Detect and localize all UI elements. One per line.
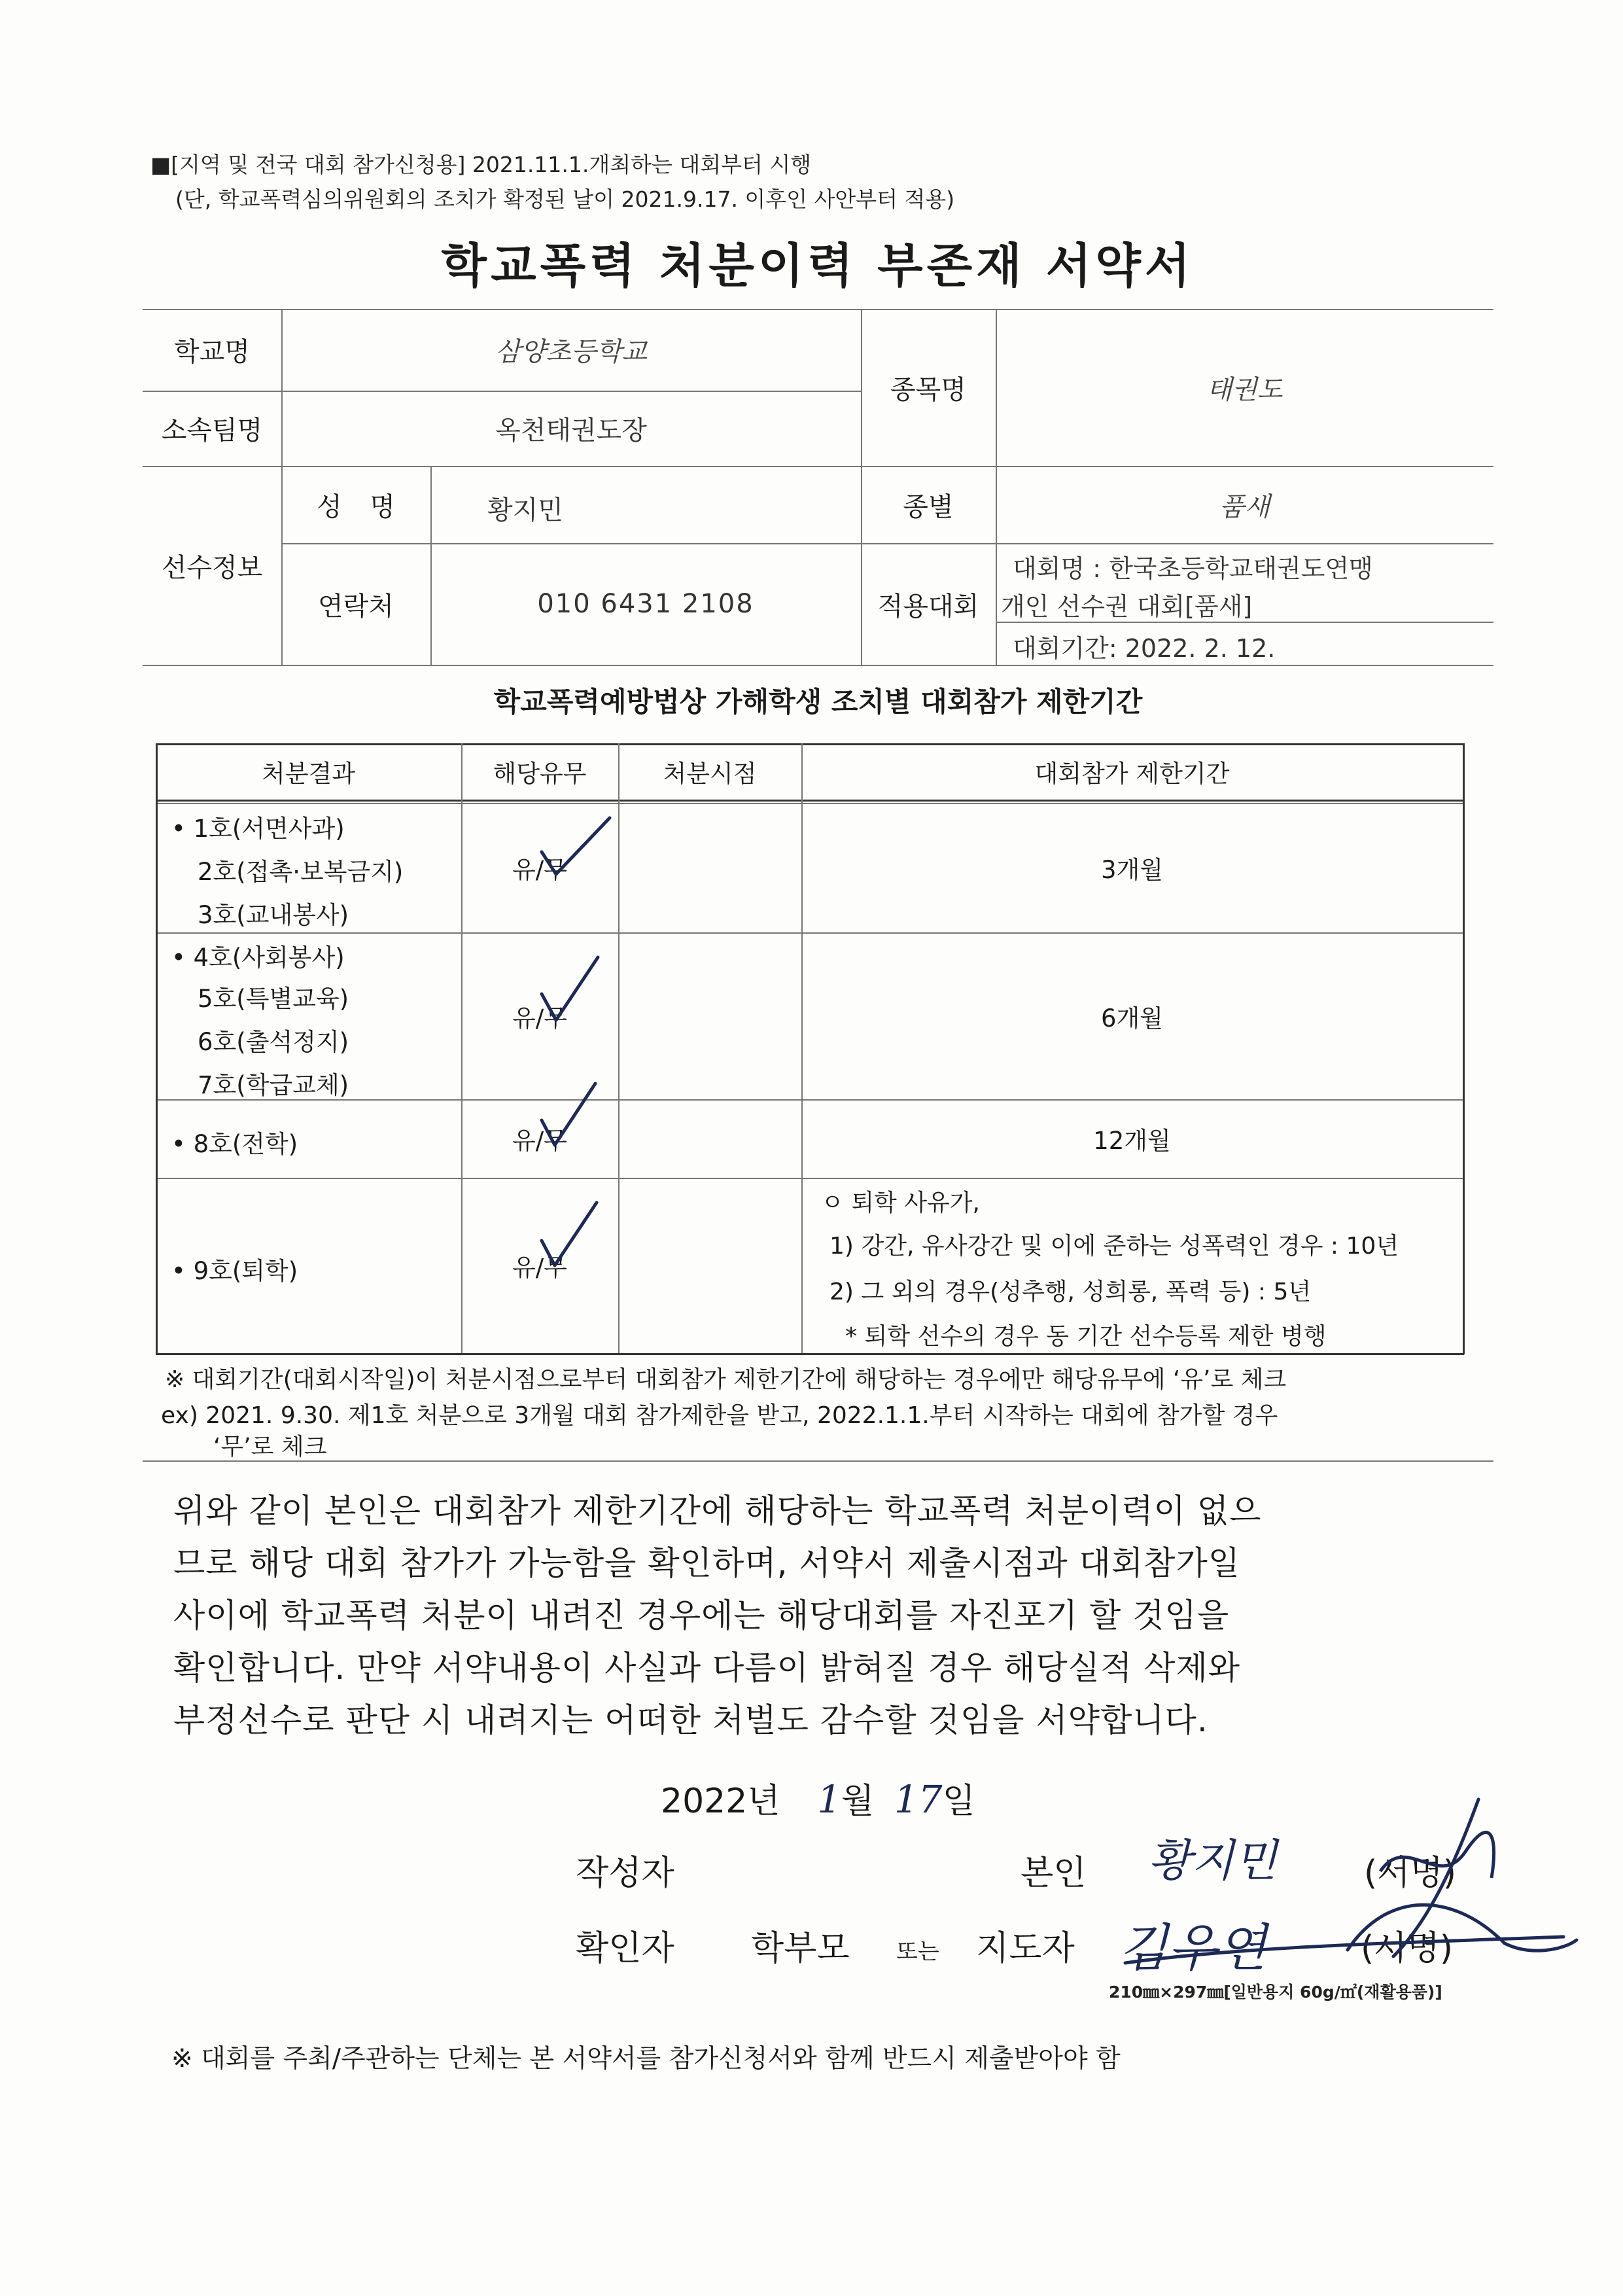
col-header-applicable: 해당유무 xyxy=(493,760,587,788)
writer-label: 작성자 xyxy=(576,1854,674,1893)
col-header-limit: 대회참가 제한기간 xyxy=(1034,760,1230,788)
coach-label: 지도자 xyxy=(976,1929,1075,1968)
notice-line-1: ■[지역 및 전국 대회 참가신청용] 2021.11.1.개최하는 대회부터 시행 xyxy=(150,152,812,177)
date-month: 1 xyxy=(817,1777,842,1822)
check-mark-row-3 xyxy=(538,1080,603,1152)
self-sign-mark: (서명) xyxy=(1364,1854,1457,1893)
result-6: 6호(출석정지) xyxy=(198,1028,349,1056)
check-mark-row-1 xyxy=(536,811,615,883)
competition-period: 대회기간: 2022. 2. 12. xyxy=(1013,634,1276,663)
date-day: 17 xyxy=(894,1777,943,1822)
competition-name-line2: 개인 선수권 대회[품새] xyxy=(1001,592,1253,621)
check-mark-row-4 xyxy=(538,1197,603,1273)
date-line xyxy=(661,1773,975,1822)
applicable-row-3: 유/무 xyxy=(512,1127,567,1155)
type-value: 품새 xyxy=(1219,491,1270,522)
date-year: 2022 xyxy=(661,1782,748,1821)
result-8: • 8호(전학) xyxy=(171,1130,298,1158)
or-label: 또는 xyxy=(896,1939,939,1965)
col-header-time: 처분시점 xyxy=(663,760,757,788)
result-2: 2호(접촉·보복금지) xyxy=(198,858,404,886)
pledge-line-1: 위와 같이 본인은 대회참가 제한기간에 해당하는 학교폭력 처분이력이 없으 xyxy=(173,1492,1262,1530)
self-handwritten-signature: 황지민 xyxy=(1148,1835,1278,1887)
team-value: 옥천태권도장 xyxy=(495,415,647,446)
limit-row-4-line2: 1) 강간, 유사강간 및 이에 준하는 성폭력인 경우 : 10년 xyxy=(829,1233,1399,1260)
contact-value: 010 6431 2108 xyxy=(537,589,754,619)
competition-label: 적용대회 xyxy=(877,591,979,622)
competition-name-line1: 대회명 : 한국초등학교태권도연맹 xyxy=(1013,554,1373,583)
result-7: 7호(학급교체) xyxy=(198,1071,349,1099)
confirmer-label: 확인자 xyxy=(576,1929,674,1968)
notice-line-2: (단, 학교폭력심의위원회의 조치가 확정된 날이 2021.9.17. 이후인 사안부터 적용) xyxy=(175,186,955,212)
limit-row-2: 6개월 xyxy=(1100,1004,1164,1033)
pledge-line-5: 부정선수로 판단 시 내려지는 어떠한 처벌도 감수할 것임을 서약합니다. xyxy=(173,1701,1208,1739)
note-1: ※ 대회기간(대회시작일)이 처분시점으로부터 대회참가 제한기간에 해당하는 경우에만 해당유무에 ‘유’로 체크 xyxy=(165,1366,1287,1393)
team-label: 소속팀명 xyxy=(161,415,263,446)
result-1: • 1호(서면사과) xyxy=(171,815,345,843)
limit-row-4-line1: ㅇ 퇴학 사유가, xyxy=(821,1190,980,1216)
player-info-label: 선수정보 xyxy=(161,552,263,583)
self-label: 본인 xyxy=(1021,1854,1087,1893)
pledge-line-4: 확인합니다. 만약 서약내용이 사실과 다름이 밝혀질 경우 해당실적 삭제와 xyxy=(173,1649,1241,1687)
note-2: ex) 2021. 9.30. 제1호 처분으로 3개월 대회 참가제한을 받고, 2022.1.1.부터 시작하는 대회에 참가할 경우 xyxy=(161,1402,1278,1429)
limit-row-1: 3개월 xyxy=(1100,856,1164,884)
event-label: 종목명 xyxy=(890,374,966,405)
coach-signature-scribble xyxy=(1112,1793,1583,1989)
paper-spec: 210㎜×297㎜[일반용지 60g/㎡(재활용품)] xyxy=(1109,1983,1442,2002)
contact-label: 연락처 xyxy=(318,591,394,622)
result-5: 5호(특별교육) xyxy=(198,985,349,1013)
limit-row-3: 12개월 xyxy=(1093,1127,1171,1155)
applicable-row-1: 유/무 xyxy=(512,856,567,884)
section-title: 학교폭력예방법상 가해학생 조치별 대회참가 제한기간 xyxy=(493,686,1143,718)
note-3: ‘무’로 체크 xyxy=(213,1434,327,1460)
col-header-result: 처분결과 xyxy=(262,760,355,788)
name-value: 황지민 xyxy=(487,495,563,525)
limit-row-4-line4: * 퇴학 선수의 경우 동 기간 선수등록 제한 병행 xyxy=(845,1323,1327,1350)
type-label: 종별 xyxy=(903,491,954,522)
school-value: 삼양초등학교 xyxy=(495,337,647,367)
check-mark-row-2 xyxy=(538,952,603,1027)
coach-handwritten-signature: 김우연 xyxy=(1119,1919,1267,1978)
applicable-row-2: 유/무 xyxy=(512,1004,567,1033)
footer-note: ※ 대회를 주최/주관하는 단체는 본 서약서를 참가신청서와 함께 반드시 제출받아야 함 xyxy=(171,2044,1121,2074)
date-year-suffix: 년 xyxy=(747,1782,780,1821)
result-4: • 4호(사회봉사) xyxy=(171,944,345,972)
date-day-suffix: 일 xyxy=(942,1782,975,1821)
result-3: 3호(교내봉사) xyxy=(198,901,349,929)
coach-sign-mark: (서명) xyxy=(1361,1929,1454,1968)
pledge-line-2: 므로 해당 대회 참가가 가능함을 확인하며, 서약서 제출시점과 대회참가일 xyxy=(173,1544,1241,1582)
limit-row-4-line3: 2) 그 외의 경우(성추행, 성희롱, 폭력 등) : 5년 xyxy=(829,1279,1312,1305)
applicable-row-4: 유/무 xyxy=(512,1254,567,1282)
date-month-suffix: 월 xyxy=(841,1782,875,1821)
document-title: 학교폭력 처분이력 부존재 서약서 xyxy=(441,238,1195,293)
pledge-line-3: 사이에 학교폭력 처분이 내려진 경우에는 해당대회를 자진포기 할 것임을 xyxy=(173,1597,1230,1634)
event-value: 태권도 xyxy=(1206,374,1283,405)
result-9: • 9호(퇴학) xyxy=(171,1257,298,1285)
name-label: 성 명 xyxy=(317,491,395,522)
school-label: 학교명 xyxy=(174,337,250,367)
parent-label: 학부모 xyxy=(751,1929,850,1968)
